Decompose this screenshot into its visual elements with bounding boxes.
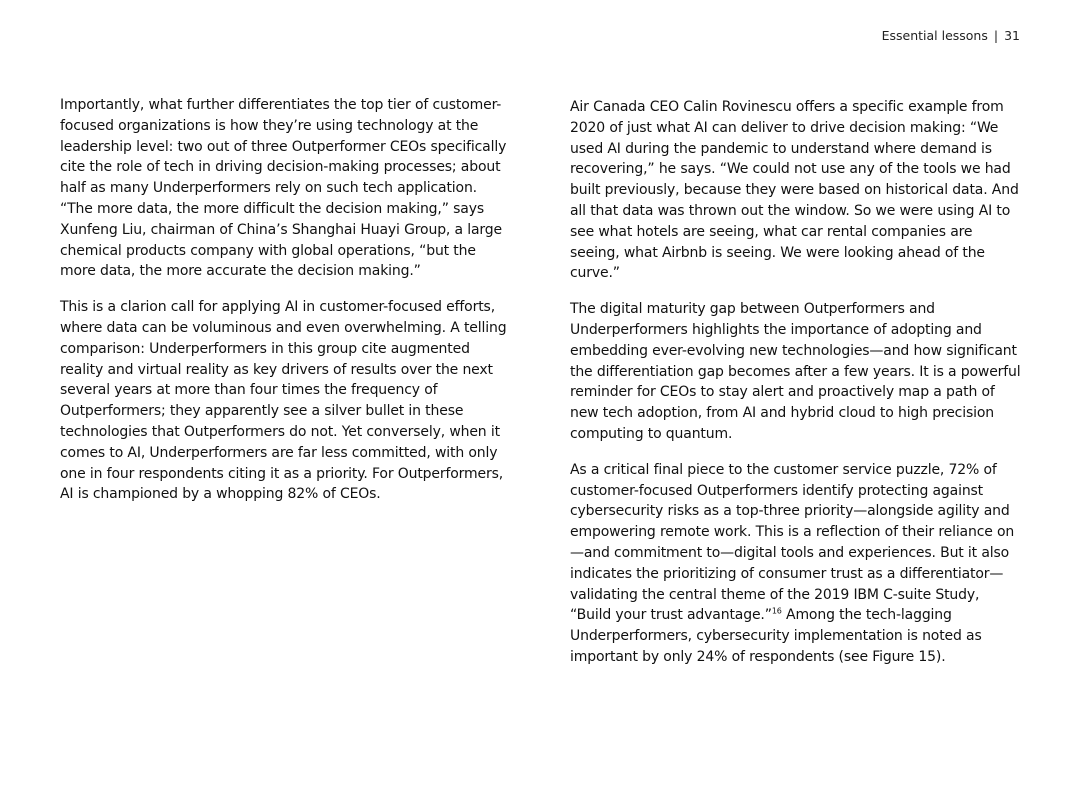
paragraph-ai-clarion-call: This is a clarion call for applying AI in customer-focused efforts, where data can be voluminous and even overwhelming. A telling comparison: Underperformers in this group cite augmented reality and virtual reality as key drivers of results over the next several years at more than four times the frequency of Outperformers; they apparently see a silver bullet in these technologies that Outperformers do not. Yet conversely, when it comes to AI, Underperformers are far less committed, with only one in four respondents citing it as a priority. For Outperformers, AI is championed by a whopping 82% of CEOs. [60,299,507,503]
page-number: 31 [1004,28,1020,43]
section-title: Essential lessons [881,28,988,43]
paragraph-tech-leadership: Importantly, what further differentiates the top tier of customer-focused organizations is how they’re using technology at the leadership level: two out of three Outperformer CEOs specifically cite the role of tech in driving decision-making processes; about half as many Underperformers rely on such tech application. “The more data, the more difficult the decision making,” says Xunfeng Liu, chairman of China’s Shanghai Huayi Group, a large chemical products company with global operations, “but the more data, the more accurate the decision making.” [60,97,507,280]
paragraph-digital-maturity-gap: The digital maturity gap between Outperformers and Underperformers highlights the importance of adopting and embedding ever-evolving new technologies—and how significant the differentiation gap becomes after a few years. It is a powerful reminder for CEOs to stay alert and proactively map a path of new tech adoption, from AI and hybrid cloud to high precision computing to quantum. [570,301,1021,442]
running-header [882,28,1020,44]
paragraph-cybersecurity [570,460,1022,668]
cybersecurity-text-part-2: Among the tech-lagging Underperformers, cybersecurity implementation is noted as important by only 24% of respondents (see Figure 15). [570,607,982,665]
left-column [60,95,510,520]
header-separator: | [993,28,999,43]
footnote-reference[interactable]: 16 [771,606,782,616]
cybersecurity-text-part-1: As a critical final piece to the customer service puzzle, 72% of customer-focused Outperformers identify protecting against cybersecurity risks as a top-three priority—alongside agility and empowering remote work. This is a reflection of their reliance on—and commitment to—digital tools and experiences. But it also indicates the prioritizing of consumer trust as a differentiator—validating the central theme of the 2019 IBM C-suite Study, “Build your trust advantage.” [570,461,1015,624]
paragraph-air-canada-quote: Air Canada CEO Calin Rovinescu offers a specific example from 2020 of just what AI can deliver to drive decision making: “We used AI during the pandemic to understand where demand is recovering,” he says. “We could not use any of the tools we had built previously, because they were based on historical data. And all that data was thrown out the window. So we were using AI to see what hotels are seeing, what car rental companies are seeing, what Airbnb is seeing. We were looking ahead of the curve.” [570,99,1019,282]
right-column [570,97,1022,683]
